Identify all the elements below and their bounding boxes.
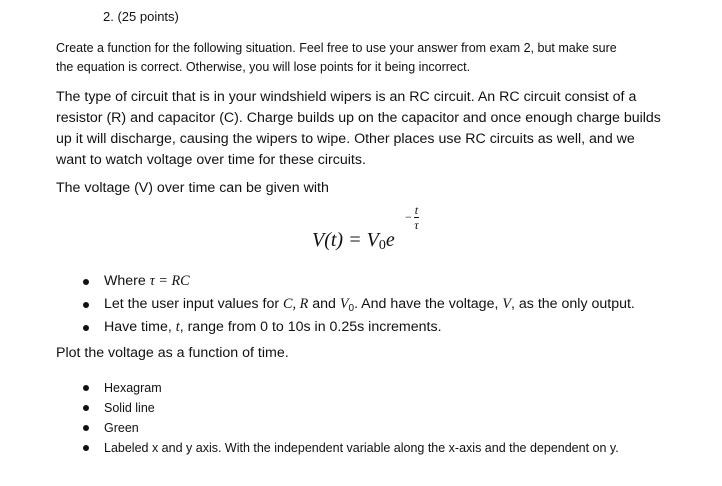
equation-exponent [405, 203, 419, 232]
exponent-denominator: τ [414, 218, 419, 232]
intro-paragraph [56, 39, 617, 77]
list-item [83, 316, 635, 339]
item-math: τ = RC [149, 273, 190, 289]
item-text: Labeled x and y axis. With the independent variable along the x-axis and the dependent on y. [104, 441, 619, 455]
voltage-equation [312, 229, 395, 254]
item-text: Where [104, 273, 150, 289]
item-text: Hexagram [104, 381, 162, 395]
list-item [83, 378, 619, 398]
item-text: . And have the voltage, [354, 296, 503, 312]
list-item [83, 293, 635, 316]
item-text: Let the user input values for [104, 296, 284, 312]
description-line: want to watch voltage over time for these circuits. [56, 152, 366, 168]
requirements-list [83, 270, 635, 339]
bullet-icon [83, 385, 89, 391]
list-item [83, 398, 619, 418]
item-text: Green [104, 421, 139, 435]
plot-spec-list [83, 378, 619, 458]
item-subscript: 0 [348, 303, 355, 314]
plot-intro: Plot the voltage as a function of time. [56, 345, 289, 361]
equation-base: e [385, 229, 395, 251]
description-paragraph [56, 87, 661, 171]
description-line: The type of circuit that is in your windshield wipers is an RC circuit. An RC circuit consist of a [56, 89, 637, 105]
bullet-icon [83, 325, 89, 331]
bullet-icon [83, 302, 89, 308]
bullet-icon [83, 445, 89, 451]
exponent-minus: − [405, 210, 412, 224]
question-heading: 2. (25 points) [103, 9, 179, 24]
item-text: and [308, 296, 340, 312]
exponent-numerator: t [414, 203, 419, 217]
item-math: t [175, 319, 180, 335]
description-line: up it will discharge, causing the wipers to wipe. Other places use RC circuits as well, and we [56, 131, 635, 147]
equation-lhs: V(t) = V [312, 229, 379, 251]
list-item [83, 438, 619, 458]
bullet-icon [83, 425, 89, 431]
voltage-intro: The voltage (V) over time can be given with [56, 180, 329, 196]
bullet-icon [83, 405, 89, 411]
item-text: Have time, [104, 319, 176, 335]
list-item [83, 270, 635, 293]
bullet-icon [83, 279, 89, 285]
item-text: , range from 0 to 10s in 0.25s increments. [179, 319, 442, 335]
item-math: V [339, 296, 349, 312]
item-text: , as the only output. [511, 296, 635, 312]
equation-subscript: 0 [378, 238, 386, 253]
intro-line: Create a function for the following situation. Feel free to use your answer from exam 2, but make sure [56, 41, 617, 55]
item-math: V [502, 296, 512, 312]
exponent-fraction [414, 203, 419, 232]
item-math: C, R [283, 296, 309, 312]
intro-line: the equation is correct. Otherwise, you will lose points for it being incorrect. [56, 60, 471, 74]
description-line: resistor (R) and capacitor (C). Charge builds up on the capacitor and once enough charge builds [56, 110, 661, 126]
list-item [83, 418, 619, 438]
item-text: Solid line [104, 401, 155, 415]
